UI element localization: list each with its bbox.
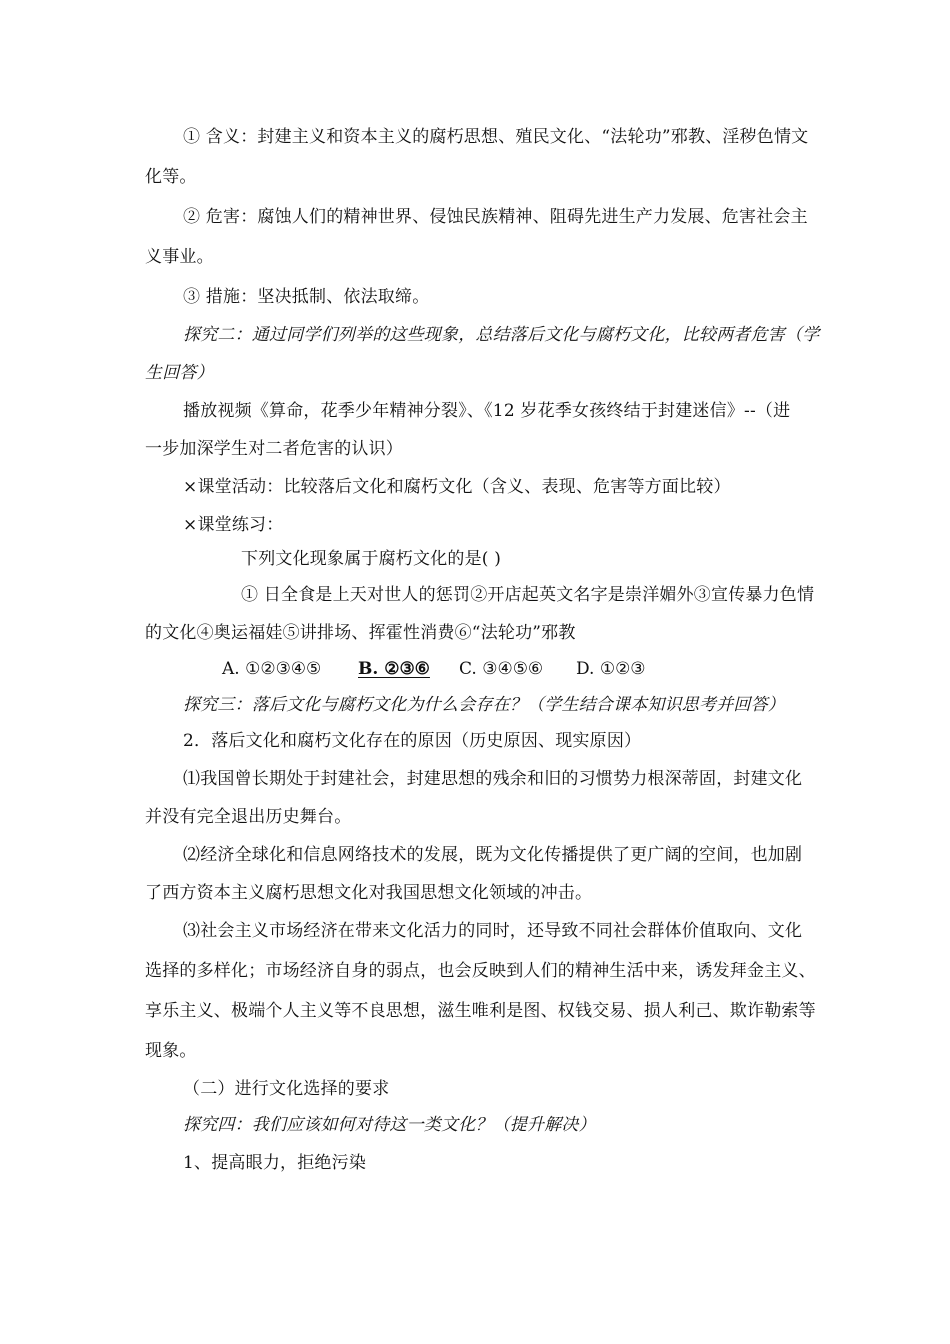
text-line: 1、提高眼力，拒绝污染 — [183, 1153, 367, 1173]
text-line: 现象。 — [145, 1041, 197, 1061]
text-line: ⑵经济全球化和信息网络技术的发展，既为文化传播提供了更广阔的空间，也加剧 — [183, 845, 803, 865]
text-line: 一步加深学生对二者危害的认识） — [145, 439, 403, 459]
text-line: 生回答） — [145, 363, 214, 383]
text-line: 选择的多样化；市场经济自身的弱点，也会反映到人们的精神生活中来，诱发拜金主义、 — [145, 961, 816, 981]
option-c: C. ③④⑤⑥ — [459, 659, 544, 679]
question-text: 下列文化现象属于腐朽文化的是( ) — [241, 549, 502, 569]
text-line: ⑴我国曾长期处于封建社会，封建思想的残余和旧的习惯势力根深蒂固，封建文化 — [183, 769, 803, 789]
text-line: 播放视频《算命，花季少年精神分裂》、《12 岁花季女孩终结于封建迷信》--（进 — [183, 401, 791, 421]
text-line: 化等。 — [145, 167, 197, 187]
option-d: D. ①②③ — [576, 659, 646, 679]
text-line: ③ 措施：坚决抵制、依法取缔。 — [183, 287, 430, 307]
text-line: 义事业。 — [145, 247, 214, 267]
text-line: 并没有完全退出历史舞台。 — [145, 807, 352, 827]
text-line: ② 危害：腐蚀人们的精神世界、侵蚀民族精神、阻碍先进生产力发展、危害社会主 — [183, 207, 808, 227]
section-heading: 2．落后文化和腐朽文化存在的原因（历史原因、现实原因） — [183, 731, 642, 751]
section-heading: （二）进行文化选择的要求 — [183, 1079, 390, 1099]
option-b-answer: B. ②③⑥ — [358, 659, 430, 679]
inquiry-heading: 探究三：落后文化与腐朽文化为什么会存在？（学生结合课本知识思考并回答） — [183, 695, 785, 715]
exercise-line: ×课堂练习： — [183, 515, 284, 535]
text-line: ⑶社会主义市场经济在带来文化活力的同时，还导致不同社会群体价值取向、文化 — [183, 921, 803, 941]
text-line: 享乐主义、极端个人主义等不良思想，滋生唯利是图、权钱交易、损人利己、欺诈勒索等 — [145, 1001, 816, 1021]
inquiry-heading: 探究二：通过同学们列举的这些现象，总结落后文化与腐朽文化，比较两者危害（学 — [183, 325, 820, 345]
question-text: ① 日全食是上天对世人的惩罚②开店起英文名字是崇洋媚外③宣传暴力色情 — [241, 585, 815, 605]
option-a: A. ①②③④⑤ — [222, 659, 322, 679]
inquiry-heading: 探究四：我们应该如何对待这一类文化？（提升解决） — [183, 1115, 596, 1135]
text-line: 了西方资本主义腐朽思想文化对我国思想文化领域的冲击。 — [145, 883, 593, 903]
text-line: ① 含义：封建主义和资本主义的腐朽思想、殖民文化、“法轮功”邪教、淫秽色情文 — [183, 127, 809, 147]
question-text: 的文化④奥运福娃⑤讲排场、挥霍性消费⑥“法轮功”邪教 — [145, 623, 576, 643]
activity-line: ×课堂活动：比较落后文化和腐朽文化（含义、表现、危害等方面比较） — [183, 477, 731, 497]
